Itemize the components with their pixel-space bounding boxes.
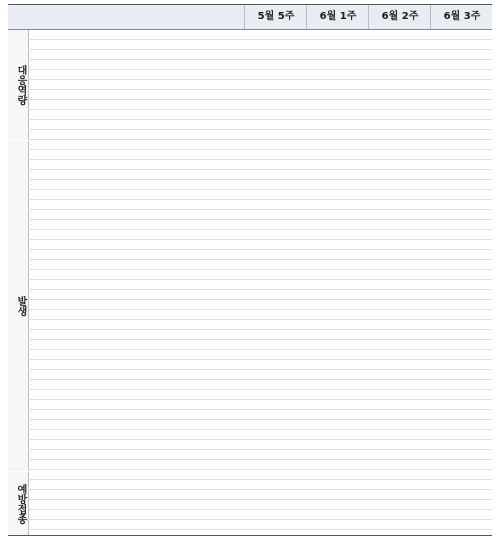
table-header [8,5,492,30]
table-row [28,520,492,530]
table-row [28,290,492,300]
table-row [28,490,492,500]
table-row [28,80,492,90]
table-row [28,100,492,110]
column-header-week: 5월 5주 [244,5,307,29]
table-row [28,140,492,150]
table-row [28,120,492,130]
table-row [28,430,492,440]
table-row [28,400,492,410]
section-label: 발생 [8,141,29,471]
table-row [28,150,492,160]
table-row [28,180,492,190]
table-row [28,340,492,350]
table-row [28,280,492,290]
table-row [28,220,492,230]
table-row [28,350,492,360]
table-row [28,440,492,450]
table-row [28,450,492,460]
table-row [28,230,492,240]
section-label: 예방접종 [8,472,29,535]
section-label: 대응역량 [8,30,29,140]
table-row [28,240,492,250]
table-row [28,40,492,50]
table-row [28,390,492,400]
table-row [28,270,492,280]
table-row [28,410,492,420]
table-row [28,380,492,390]
table-row [28,210,492,220]
table-row [28,200,492,210]
column-header-week: 6월 2주 [368,5,431,29]
table-row [28,50,492,60]
table-row [28,60,492,70]
indicator-table [8,4,492,536]
table-row [28,110,492,120]
table-row [28,130,492,140]
table-row [28,460,492,470]
table-row [28,30,492,40]
table-row [28,160,492,170]
table-body [28,30,492,535]
table-row [28,370,492,380]
table-row [28,70,492,80]
table-row [28,500,492,510]
table-row [28,190,492,200]
table-row [28,420,492,430]
table-row [28,480,492,490]
table-row [28,170,492,180]
table-row [28,90,492,100]
table-row [28,330,492,340]
table-row [28,250,492,260]
table-row [28,310,492,320]
table-row [28,300,492,310]
table-row [28,260,492,270]
table-row [28,470,492,480]
column-header-week: 6월 3주 [430,5,493,29]
column-header-week: 6월 1주 [306,5,369,29]
table-row [28,510,492,520]
table-row [28,320,492,330]
table-row [28,360,492,370]
